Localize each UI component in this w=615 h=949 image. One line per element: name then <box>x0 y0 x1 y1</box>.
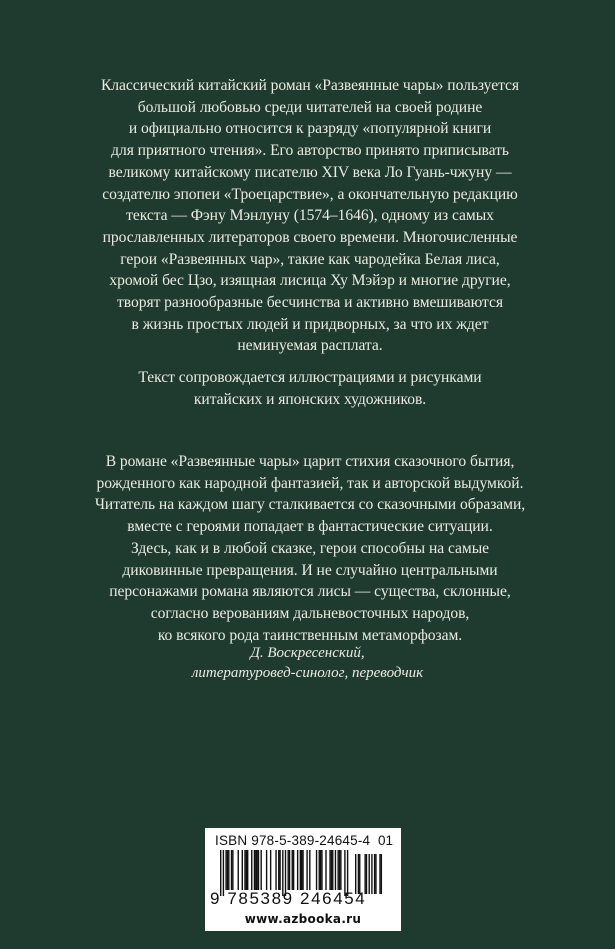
illustrations-note <box>40 367 580 410</box>
barcode-bar <box>279 850 280 890</box>
barcode-bar <box>297 850 298 890</box>
author-name: Д. Воскресенский, <box>250 645 365 661</box>
text-line: герои «Развеянных чар», такие как чародейка Белая лиса, <box>120 250 500 268</box>
barcode-label <box>205 828 401 931</box>
barcode-bar <box>289 850 290 890</box>
barcode-bar <box>300 850 301 890</box>
barcode-addon-bar <box>381 854 382 894</box>
barcode-addon-bar <box>358 854 359 894</box>
barcode-bar <box>337 850 338 890</box>
barcode-bar <box>232 850 233 890</box>
barcode-bar <box>329 850 330 890</box>
text-line: персонажами романа являются лисы — существа, склонные, <box>109 583 511 601</box>
annotation-paragraph <box>40 75 580 357</box>
ean-digits: 9 785389 246454 <box>210 889 367 908</box>
barcode-addon-bar <box>371 854 372 894</box>
text-line: китайских и японских художников. <box>193 390 427 408</box>
barcode-bar <box>292 850 293 890</box>
text-line: диковинные превращения. И не случайно центральными <box>122 561 498 579</box>
barcode-addon-bar <box>366 854 367 894</box>
barcode-bar <box>258 850 259 890</box>
barcode-bar <box>325 850 326 890</box>
text-line: прославленных литераторов своего времени. Многочисленные <box>102 228 518 246</box>
text-line: творят разнообразные бесчинства и активно вмешиваются <box>116 294 504 312</box>
barcode-bar <box>270 850 271 890</box>
text-line: большой любовью среди читателей на своей родине <box>137 98 483 116</box>
barcode-addon-bar <box>375 854 376 894</box>
barcode-bar <box>227 850 228 890</box>
barcode-bar <box>238 850 239 890</box>
barcode-bar <box>242 850 243 890</box>
text-line: Здесь, как и в любой сказке, герои способны на самые <box>130 539 490 557</box>
barcode-bar <box>244 850 245 890</box>
barcode-bar <box>331 850 332 890</box>
barcode-bar <box>246 850 247 890</box>
text-line: ко всякого рода таинственным метаморфозам. <box>157 626 463 644</box>
barcode-bar <box>251 850 252 890</box>
text-line: Классический китайский роман «Развеянные чары» пользуется <box>100 77 520 94</box>
barcode-bar <box>339 850 340 890</box>
barcode-bar <box>293 850 294 890</box>
barcode-addon-bar <box>364 854 365 894</box>
barcode-addon-bar <box>369 854 370 894</box>
barcode-bar <box>335 850 336 890</box>
quote-attribution <box>30 644 585 683</box>
text-line: хромой бес Цзо, изящная лисица Ху Мэйэр и многие другие, <box>109 272 511 290</box>
text-line: В романе «Развеянные чары» царит стихия сказочного бытия, <box>105 453 515 470</box>
text-line: в жизнь простых людей и придворных, за что их ждет <box>131 315 489 333</box>
text-line: вместе с героями попадает в фантастические ситуации. <box>127 518 493 536</box>
barcode-bar <box>301 850 302 890</box>
barcode-bar <box>288 850 289 890</box>
barcode-bar <box>309 850 310 890</box>
barcode-bar <box>340 850 341 890</box>
barcode-bar <box>319 850 320 890</box>
isbn-text: ISBN 978-5-389-24645-4 <box>215 833 371 848</box>
barcode-bar <box>254 850 255 890</box>
text-line: рожденного как народной фантазией, так и авторской выдумкой. <box>96 474 524 492</box>
barcode-bar <box>302 850 303 890</box>
barcode-bar <box>332 850 333 890</box>
barcode-bar <box>261 850 262 890</box>
publisher-website: www.azbooka.ru <box>244 912 362 926</box>
barcode-addon-code: 01 <box>377 833 393 848</box>
barcode-bar <box>306 850 307 890</box>
text-line: великому китайскому писателю XIV века Ло Гуань-чжуну — <box>108 163 512 181</box>
text-line: текста — Фэну Мэнлуну (1574–1646), одному из самых <box>126 207 494 225</box>
text-line: Читатель на каждом шагу сталкивается со сказочными образами, <box>94 496 526 514</box>
text-line: для приятного чтения». Его авторство принято приписывать <box>111 142 509 160</box>
barcode-bar <box>320 850 321 890</box>
barcode-bar <box>316 850 317 890</box>
barcode-bar <box>228 850 229 890</box>
barcode-addon-bar <box>374 854 375 894</box>
review-quote <box>40 451 580 646</box>
barcode-addon-bar <box>359 854 360 894</box>
text-line: неминуемая расплата. <box>237 337 383 355</box>
text-line: Текст сопровождается иллюстрациями и рисунками <box>138 369 482 386</box>
text-line: создателю эпопеи «Троецарствие», а окончательную редакцию <box>102 185 518 203</box>
barcode-addon-bar <box>379 854 380 894</box>
barcode-bar <box>321 850 322 890</box>
barcode-bar <box>275 850 276 890</box>
barcode-bar <box>266 850 267 890</box>
author-title: литературовед-синолог, переводчик <box>191 664 424 681</box>
text-line: согласно верованиям дальневосточных народов, <box>150 604 470 622</box>
barcode-bar <box>231 850 232 890</box>
barcode-bar <box>278 850 279 890</box>
barcode-bar <box>256 850 257 890</box>
barcode-addon-bar <box>355 854 356 894</box>
barcode-bar <box>247 850 248 890</box>
text-line: и официально относится к разряду «популярной книги <box>128 120 492 138</box>
barcode-bar <box>225 850 226 890</box>
barcode-bar <box>255 850 256 890</box>
